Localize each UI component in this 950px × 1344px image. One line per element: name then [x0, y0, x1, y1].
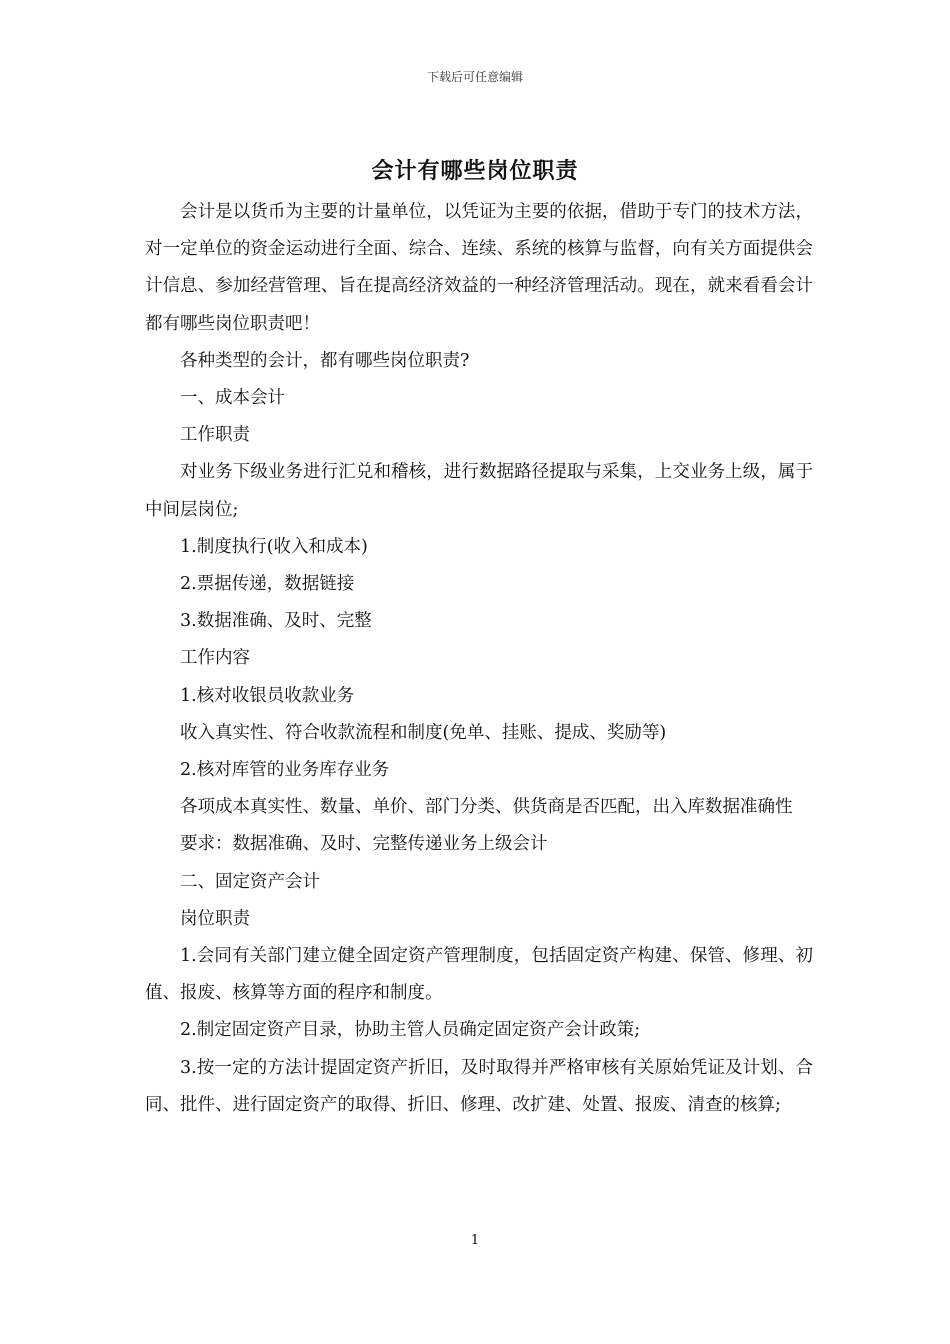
paragraph-requirement: 要求：数据准确、及时、完整传递业务上级会计	[180, 834, 548, 855]
list-item: 2.票据传递，数据链接	[180, 574, 355, 595]
paragraph-intro: 会计是以货币为主要的计量单位，以凭证为主要的依据，借助于专门的技术方法，对一定单位的资金运动进行全面、综合、连续、系统的核算与监督，向有关方面提供会计信息、参加经营管理、旨在提高经济效益的一种经济管理活动。现在，就来看看会计都有哪些岗位职责吧！	[145, 202, 813, 334]
subheading-work-content: 工作内容	[180, 648, 250, 669]
list-item: 2.制定固定资产目录，协助主管人员确定固定资产会计政策;	[180, 1020, 641, 1041]
paragraph: 各项成本真实性、数量、单价、部门分类、供货商是否匹配，出入库数据准确性	[180, 797, 793, 818]
document-title: 会计有哪些岗位职责	[371, 159, 579, 184]
list-item: 2.核对库管的业务库存业务	[180, 760, 390, 781]
paragraph-cost-description: 对业务下级业务进行汇兑和稽核，进行数据路径提取与采集，上交业务上级，属于中间层岗位;	[145, 462, 813, 520]
section-heading-fixed-asset-accounting: 二、固定资产会计	[180, 871, 320, 892]
header-note: 下载后可任意编辑	[426, 70, 523, 84]
list-item: 1.制度执行(收入和成本)	[180, 536, 368, 557]
paragraph: 收入真实性、符合收款流程和制度(免单、挂账、提成、奖励等)	[180, 722, 667, 743]
paragraph-question: 各种类型的会计，都有哪些岗位职责?	[180, 350, 470, 371]
page-number: 1	[470, 1233, 480, 1248]
subheading-duties: 工作职责	[180, 425, 250, 446]
list-item: 3.按一定的方法计提固定资产折旧，及时取得并严格审核有关原始凭证及计划、合同、批件、进行固定资产的取得、折旧、修理、改扩建、处置、报废、清查的核算;	[145, 1057, 813, 1115]
subheading-post-duties: 岗位职责	[180, 908, 250, 929]
list-item: 1.核对收银员收款业务	[180, 685, 355, 706]
list-item: 3.数据准确、及时、完整	[180, 611, 372, 632]
document-body	[145, 194, 813, 1124]
section-heading-cost-accounting: 一、成本会计	[180, 388, 285, 409]
list-item: 1.会同有关部门建立健全固定资产管理制度，包括固定资产构建、保管、修理、初值、报废、核算等方面的程序和制度。	[145, 946, 813, 1004]
